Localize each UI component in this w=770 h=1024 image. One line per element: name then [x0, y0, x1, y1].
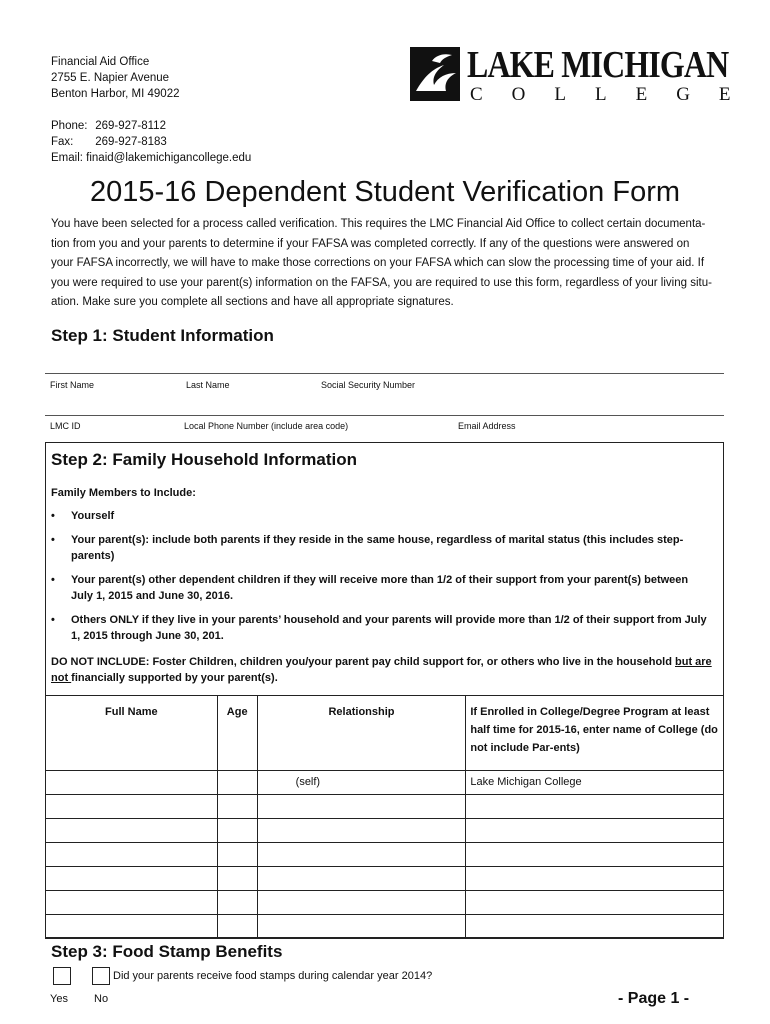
wave-logo-icon: [410, 47, 460, 101]
table-cell[interactable]: [466, 819, 724, 843]
intro-line: You have been selected for a process called verification. This requires the LMC Financial Aid Office to collect certain documenta-: [51, 218, 706, 230]
lmc-id-label: LMC ID: [50, 421, 81, 431]
intro-line: tion from you and your parents to determine if your FAFSA was completed correctly. If any of the questions were answered on: [51, 237, 690, 250]
table-row: [46, 867, 724, 891]
phone-label: Phone:: [51, 120, 88, 132]
table-cell[interactable]: [466, 915, 724, 939]
table-row: [46, 771, 724, 795]
college-logo: [410, 44, 760, 106]
table-cell[interactable]: [46, 843, 218, 867]
fax-label: Fax:: [51, 136, 74, 148]
list-item: • Your parent(s) other dependent children if they will receive more than 1/2 of their support from your parent(s) between July 1, 2015 and June 30, 2016.: [51, 574, 689, 602]
table-cell[interactable]: [46, 891, 218, 915]
step1-heading: Step 1: Student Information: [51, 326, 274, 345]
table-cell[interactable]: [466, 867, 724, 891]
phone-value: 269-927-8112: [95, 120, 166, 132]
table-header-row: [46, 696, 724, 771]
col-full-name: Full Name: [46, 696, 218, 771]
contact-info: [51, 118, 251, 166]
table-cell[interactable]: [257, 795, 466, 819]
table-cell[interactable]: [217, 771, 257, 795]
include-list: [51, 508, 719, 652]
list-item: • Your parent(s): include both parents if they reside in the same house, regardless of marital status (this includes step- parents): [51, 534, 684, 562]
step2-heading: Step 2: Family Household Information: [51, 450, 358, 469]
page-title: 2015-16 Dependent Student Verification Form: [89, 176, 681, 208]
table-cell[interactable]: [257, 819, 466, 843]
office-street: 2755 E. Napier Avenue: [51, 72, 170, 84]
include-label: Family Members to Include:: [51, 487, 196, 499]
table-cell[interactable]: [217, 867, 257, 891]
table-cell[interactable]: (self): [257, 771, 466, 795]
col-age: Age: [217, 696, 257, 771]
no-checkbox[interactable]: [92, 967, 110, 985]
table-cell[interactable]: [217, 915, 257, 939]
list-item: • Others ONLY if they live in your parents’ household and your parents will provide more than 1/2 of their support from July 1, 2015 through June 30, 201.: [51, 614, 707, 642]
office-name: Financial Aid Office: [51, 56, 150, 68]
family-table: [45, 695, 724, 939]
table-cell[interactable]: [217, 795, 257, 819]
col-college: If Enrolled in College/Degree Program at least half time for 2015-16, enter name of College (do not include Par-ents): [466, 696, 724, 771]
no-label: No: [94, 993, 109, 1005]
intro-line: your FAFSA incorrectly, we will have to make those corrections on your FAFSA which can slow the processing time of your aid. If: [51, 257, 705, 269]
table-row: [46, 915, 724, 939]
ssn-label: Social Security Number: [321, 380, 416, 390]
last-name-label: Last Name: [186, 380, 230, 390]
step3-heading: Step 3: Food Stamp Benefits: [51, 942, 283, 961]
table-cell[interactable]: [257, 843, 466, 867]
bullet-icon: •: [51, 510, 55, 522]
field-line[interactable]: [45, 373, 724, 374]
logo-sub: COLLEGE: [470, 84, 760, 105]
do-not-include-note: DO NOT INCLUDE: Foster Children, children you/your parent pay child support for, or others who live in the household but are not financially supported by your parent(s).: [51, 656, 712, 684]
office-city: Benton Harbor, MI 49022: [51, 88, 180, 100]
intro-line: you were required to use your parent(s) information on the FAFSA, you are required to use this form, regardless of your living situ-: [51, 276, 712, 289]
bullet-icon: •: [51, 614, 55, 626]
fax-value: 269-927-8183: [95, 136, 167, 148]
table-cell[interactable]: [257, 915, 466, 939]
table-cell[interactable]: [217, 843, 257, 867]
col-relationship: Relationship: [257, 696, 466, 771]
list-item: • Yourself: [51, 510, 115, 522]
field-line[interactable]: [45, 415, 724, 416]
table-cell[interactable]: [257, 867, 466, 891]
table-cell[interactable]: [46, 819, 218, 843]
table-cell[interactable]: [466, 891, 724, 915]
bullet-icon: •: [51, 534, 55, 546]
table-cell[interactable]: [217, 819, 257, 843]
logo-name: LAKE MICHIGAN: [467, 44, 729, 86]
email-label: Email:: [51, 152, 83, 164]
table-cell[interactable]: [46, 867, 218, 891]
email-address-label: Email Address: [458, 421, 516, 431]
table-row: [46, 819, 724, 843]
table-cell[interactable]: [217, 891, 257, 915]
table-cell[interactable]: [46, 795, 218, 819]
food-stamp-question: Did your parents receive food stamps during calendar year 2014?: [113, 970, 433, 982]
table-cell[interactable]: [466, 795, 724, 819]
table-cell[interactable]: [257, 891, 466, 915]
table-cell[interactable]: [46, 771, 218, 795]
yes-label: Yes: [50, 993, 68, 1005]
table-row: [46, 795, 724, 819]
first-name-label: First Name: [50, 380, 95, 390]
table-row: [46, 891, 724, 915]
bullet-icon: •: [51, 574, 55, 586]
yes-checkbox[interactable]: [53, 967, 71, 985]
intro-paragraph: [51, 215, 731, 313]
table-cell[interactable]: [46, 915, 218, 939]
office-address: [51, 54, 180, 102]
table-row: [46, 843, 724, 867]
intro-line: ation. Make sure you complete all sections and have all appropriate signatures.: [51, 296, 454, 308]
page-number: - Page 1 -: [618, 990, 690, 1007]
email-value[interactable]: finaid@lakemichigancollege.edu: [86, 152, 252, 164]
table-cell[interactable]: Lake Michigan College: [466, 771, 724, 795]
local-phone-label: Local Phone Number (include area code): [184, 421, 349, 431]
table-cell[interactable]: [466, 843, 724, 867]
